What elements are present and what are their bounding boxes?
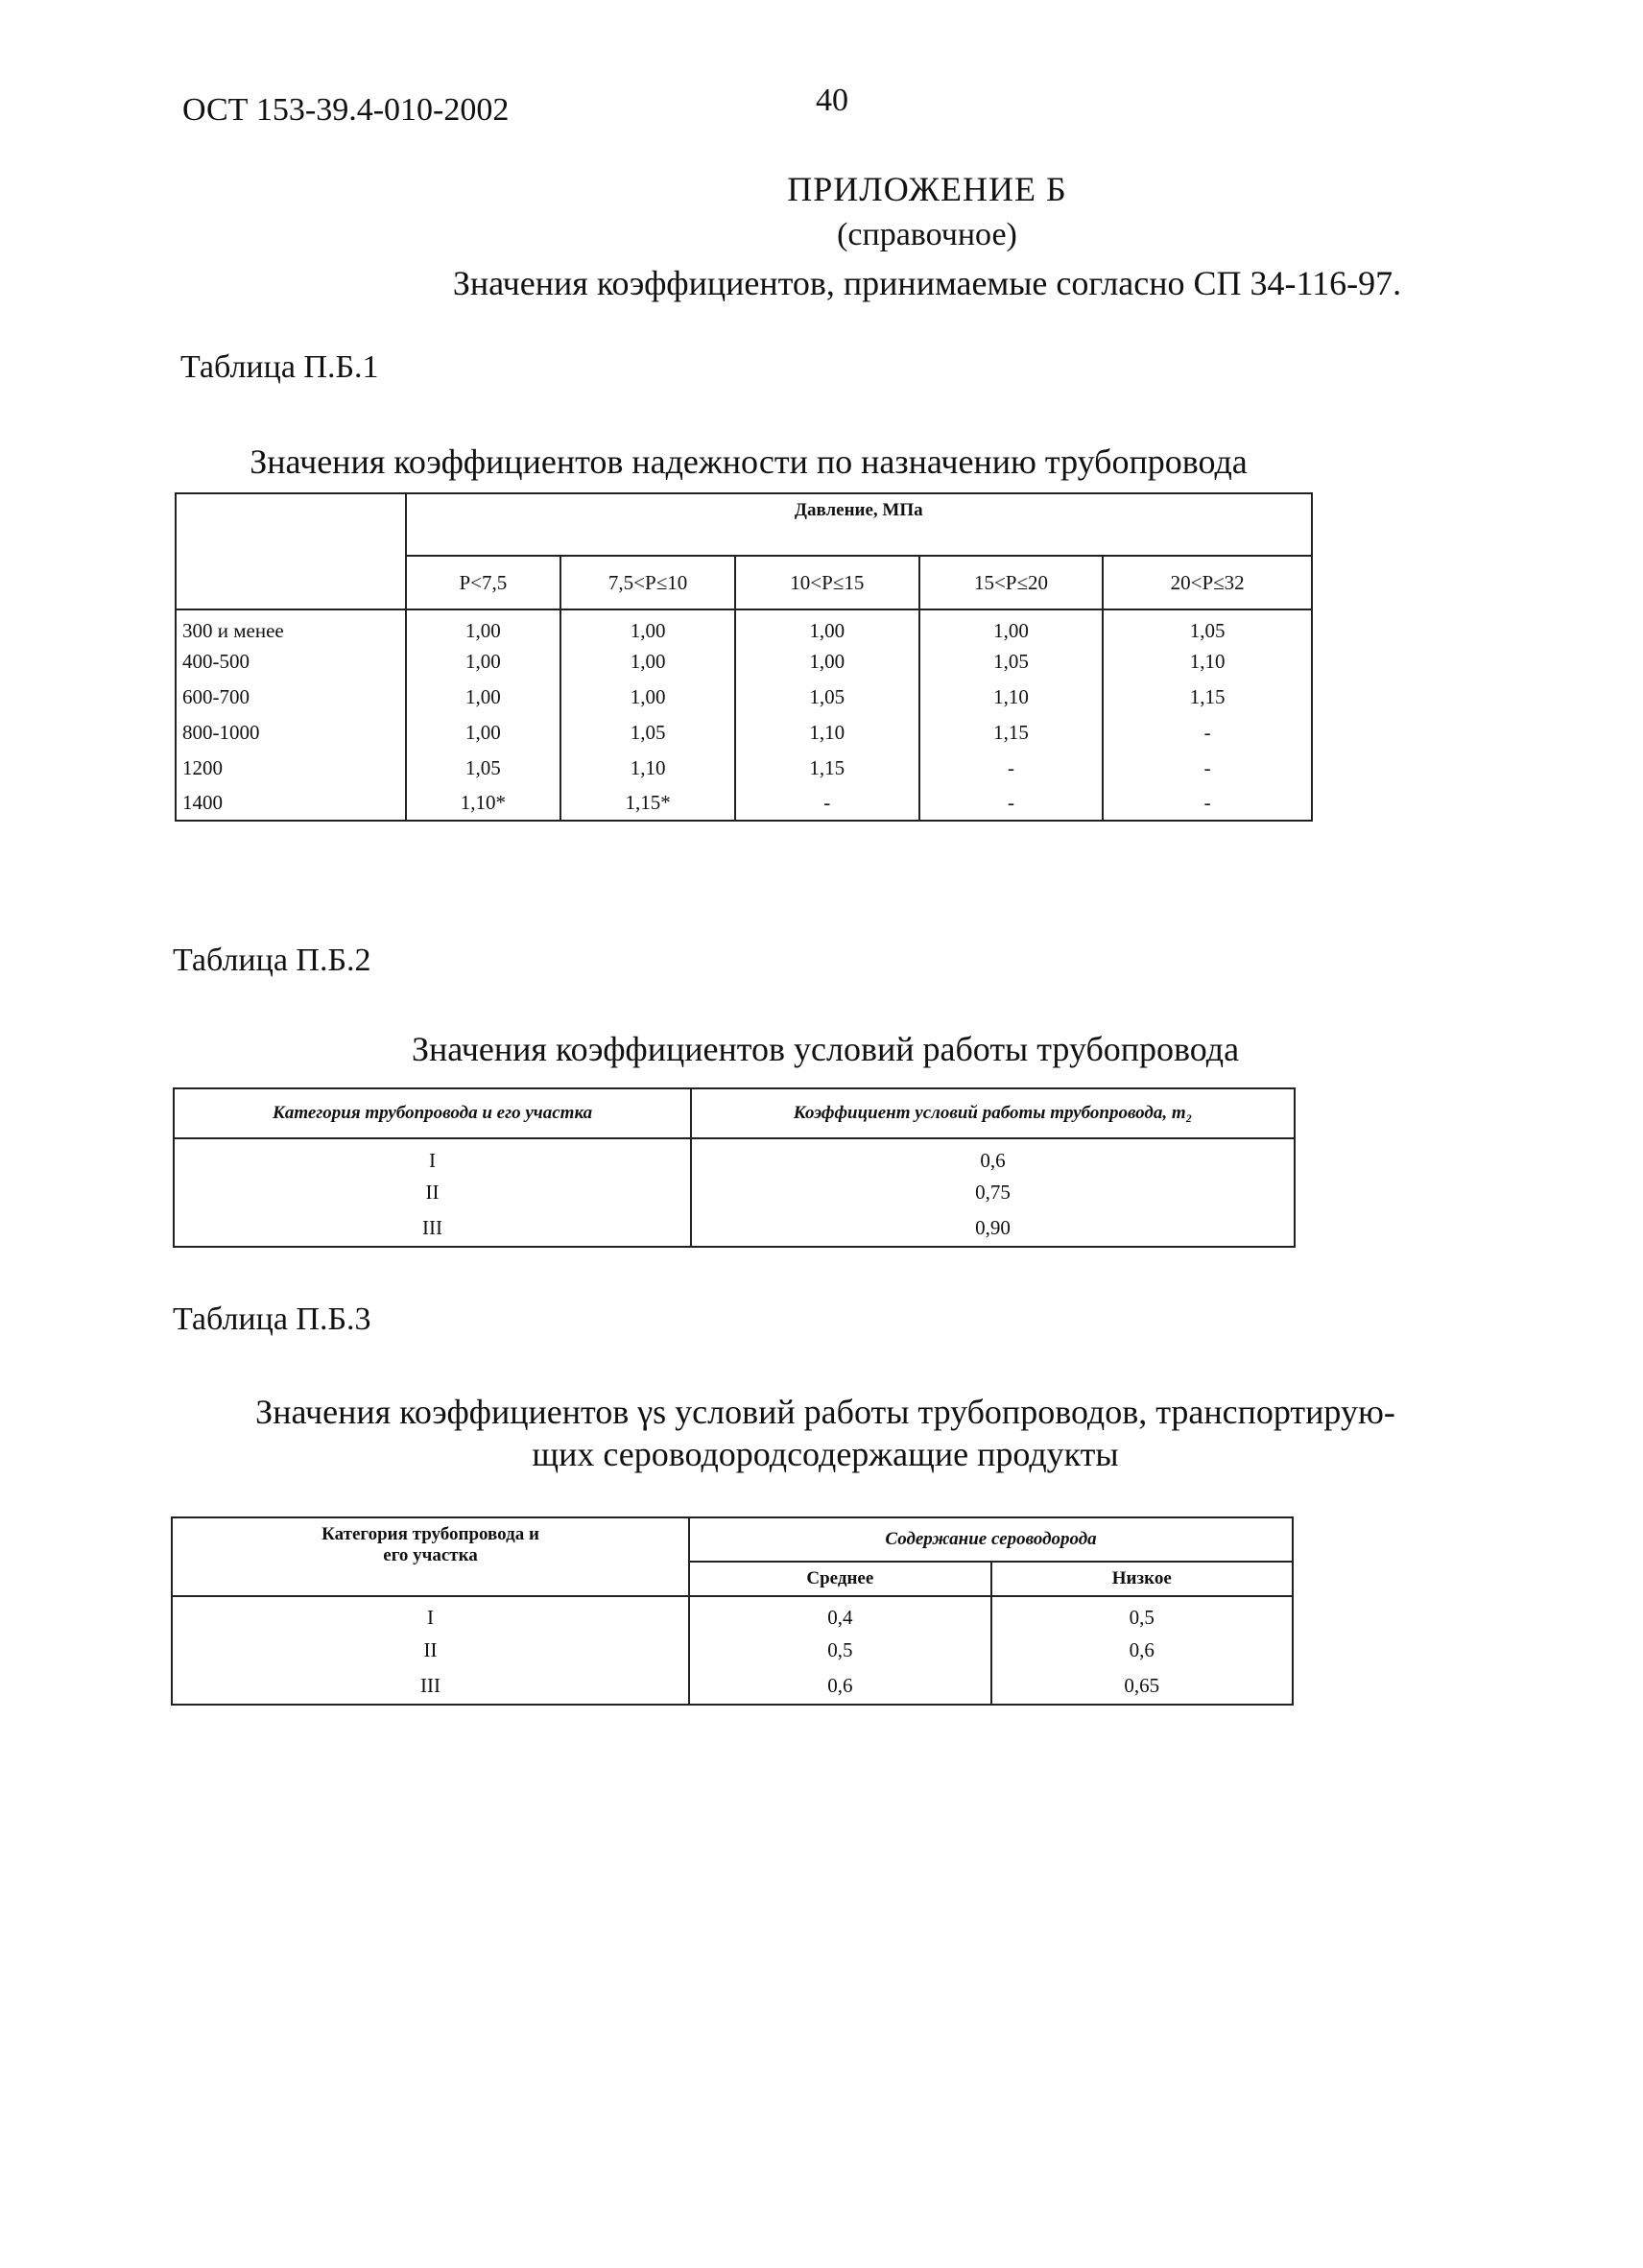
table3-category: III [172,1668,689,1705]
table1-cell: 1,00 [735,644,919,680]
table1-cell: 1,05 [919,644,1104,680]
appendix-title: Значения коэффициентов, принимаемые согласно СП 34-116-97. [452,264,1402,302]
table-row [176,680,1312,715]
table-row [172,1633,1293,1668]
table1-cell: 1,10 [919,680,1104,715]
table1 [175,492,1313,822]
table1-cell: 1,00 [406,609,561,644]
table1-group-header: Давление, МПа [406,493,1312,556]
table1-cell: - [1103,786,1312,821]
table-row [172,1596,1293,1633]
table3-col1-header [172,1517,689,1596]
table3 [171,1516,1294,1706]
table1-cell: 1,10 [560,751,735,786]
table1-cell: 1,00 [406,680,561,715]
table1-cell: 1,10 [735,715,919,751]
appendix-note: (справочное) [837,217,1017,252]
table1-cell: 1,00 [919,609,1104,644]
document-code: ОСТ 153-39.4-010-2002 [182,92,510,128]
table1-cell: 1,15 [735,751,919,786]
table2-category: I [174,1138,691,1175]
table1-cell: - [1103,715,1312,751]
table2-header: Коэффициент условий работы трубопровода, m₂ [691,1088,1295,1138]
table3-cell: 0,4 [689,1596,990,1633]
table1-cell: 1,00 [560,644,735,680]
table1-pressure-header: 20<P≤32 [1103,556,1312,609]
table3-col1-header-line2: его участка [383,1545,478,1565]
table3-cell: 0,5 [689,1633,990,1668]
table-row [174,1210,1295,1247]
table-row [172,1668,1293,1705]
table1-cell: - [735,786,919,821]
table-row [176,786,1312,821]
table2-label: Таблица П.Б.2 [173,943,371,978]
table-row [174,1138,1295,1175]
table1-diameter: 1400 [176,786,406,821]
table3-title-line1: Значения коэффициентов γs условий работы трубопроводов, транспортирую- [255,1393,1395,1431]
table1-title: Значения коэффициентов надежности по назначению трубопровода [250,442,1248,481]
table1-diameter: 600-700 [176,680,406,715]
table-row [176,609,1312,644]
table1-pressure-header: 15<P≤20 [919,556,1104,609]
table1-cell: 1,05 [560,715,735,751]
table3-cell: 0,5 [991,1596,1293,1633]
table3-category: I [172,1596,689,1633]
table2-cell: 0,6 [691,1138,1295,1175]
table2-title: Значения коэффициентов условий работы трубопровода [411,1030,1240,1068]
table3-cell: 0,6 [991,1633,1293,1668]
table1-diameter: 400-500 [176,644,406,680]
table1-cell: 1,00 [560,680,735,715]
table1-cell: 1,15 [1103,680,1312,715]
table1-label: Таблица П.Б.1 [180,349,379,385]
table2-header: Категория трубопровода и его участка [174,1088,691,1138]
table-row [176,751,1312,786]
table3-cell: 0,65 [991,1668,1293,1705]
table2 [173,1087,1296,1248]
table-row [176,715,1312,751]
table3-category: II [172,1633,689,1668]
table2-cell: 0,75 [691,1175,1295,1210]
table1-cell: 1,00 [735,609,919,644]
table3-col1-header-line1: Категория трубопровода и [321,1524,539,1544]
table-row [174,1175,1295,1210]
table1-cell: 1,10* [406,786,561,821]
table1-cell: 1,15 [919,715,1104,751]
table1-diameter: 1200 [176,751,406,786]
table1-cell: 1,05 [735,680,919,715]
table3-cell: 0,6 [689,1668,990,1705]
page-number: 40 [816,83,848,118]
table1-cell: 1,15* [560,786,735,821]
table1-diameter: 800-1000 [176,715,406,751]
table2-category: III [174,1210,691,1247]
table3-title-line2: щих сероводородсодержащие продукты [532,1435,1119,1473]
table1-cell: - [919,751,1104,786]
table1-cell: 1,05 [1103,609,1312,644]
table2-cell: 0,90 [691,1210,1295,1247]
table1-cell: 1,00 [406,715,561,751]
table2-category: II [174,1175,691,1210]
table3-label: Таблица П.Б.3 [173,1301,371,1337]
table1-cell: 1,00 [406,644,561,680]
table1-diameter: 300 и менее [176,609,406,644]
appendix-label: ПРИЛОЖЕНИЕ Б [787,170,1067,208]
table1-cell: 1,05 [406,751,561,786]
table1-cell: 1,10 [1103,644,1312,680]
table1-pressure-header: P<7,5 [406,556,561,609]
table3-group-header: Содержание сероводорода [689,1517,1293,1562]
table1-col1-header [176,493,406,609]
table3-sub-header: Низкое [991,1562,1293,1596]
table1-pressure-header: 10<P≤15 [735,556,919,609]
table1-pressure-header: 7,5<P≤10 [560,556,735,609]
table1-cell: - [1103,751,1312,786]
table1-cell: - [919,786,1104,821]
table-row [176,644,1312,680]
table3-sub-header: Среднее [689,1562,990,1596]
table1-cell: 1,00 [560,609,735,644]
